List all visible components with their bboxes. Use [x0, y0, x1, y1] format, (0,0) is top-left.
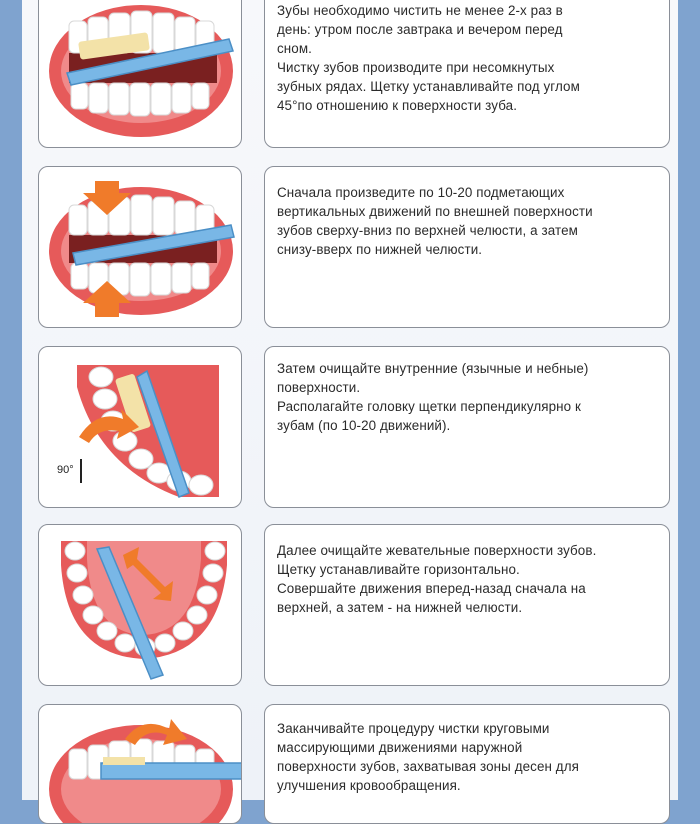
step-1-line-2: день: утром после завтрака и вечером перед	[277, 22, 563, 37]
step-1-line-1: Зубы необходимо чистить не менее 2-х раз в	[277, 3, 563, 18]
step-4-line-4: верхней, а затем - на нижней челюсти.	[277, 600, 523, 615]
step-1-text-card	[264, 0, 670, 148]
inner-surface-brush-icon	[39, 347, 242, 508]
step-3-line-1: Затем очищайте внутренние (язычные и небные)	[277, 361, 589, 376]
step-3-line-4: зубам (по 10-20 движений).	[277, 418, 451, 433]
step-1-illustration	[38, 0, 242, 148]
front-teeth-brush-icon	[39, 0, 242, 148]
vertical-brushing-icon	[39, 167, 242, 328]
step-3-illustration	[38, 346, 242, 508]
step-1-line-4: Чистку зубов производите при несомкнутых	[277, 60, 555, 75]
step-3-line-2: поверхности.	[277, 380, 361, 395]
step-5-line-1: Заканчивайте процедуру чистки круговыми	[277, 721, 550, 736]
chewing-surface-icon	[39, 525, 242, 686]
step-2-line-3: зубов сверху-вниз по верхней челюсти, а затем	[277, 223, 578, 238]
step-5-illustration	[38, 704, 242, 824]
step-3-line-3: Располагайте головку щетки перпендикулярно к	[277, 399, 581, 414]
step-2-text-card	[264, 166, 670, 328]
step-5-text-card	[264, 704, 670, 824]
instruction-sheet	[22, 0, 678, 800]
step-2-line-4: снизу-вверх по нижней челюсти.	[277, 242, 483, 257]
angle-label: 90°	[57, 464, 74, 476]
step-2-line-1: Сначала произведите по 10-20 подметающих	[277, 185, 565, 200]
step-5-line-3: поверхности зубов, захватывая зоны десен для	[277, 759, 579, 774]
step-4-line-2: Щетку устанавливайте горизонтально.	[277, 562, 520, 577]
step-2-line-2: вертикальных движений по внешней поверхности	[277, 204, 593, 219]
step-1-line-5: зубных рядах. Щетку устанавливайте под углом	[277, 79, 580, 94]
step-3-text-card	[264, 346, 670, 508]
step-4-line-3: Совершайте движения вперед-назад сначала на	[277, 581, 586, 596]
step-1-line-3: сном.	[277, 41, 312, 56]
circular-massage-icon	[39, 705, 242, 824]
step-5-line-2: массирующими движениями наружной	[277, 740, 523, 755]
step-5-line-4: улучшения кровообращения.	[277, 778, 461, 793]
step-1-line-6: 45°по отношению к поверхности зуба.	[277, 98, 518, 113]
step-4-illustration	[38, 524, 242, 686]
step-2-illustration	[38, 166, 242, 328]
step-4-line-1: Далее очищайте жевательные поверхности зубов.	[277, 543, 597, 558]
step-4-text-card	[264, 524, 670, 686]
